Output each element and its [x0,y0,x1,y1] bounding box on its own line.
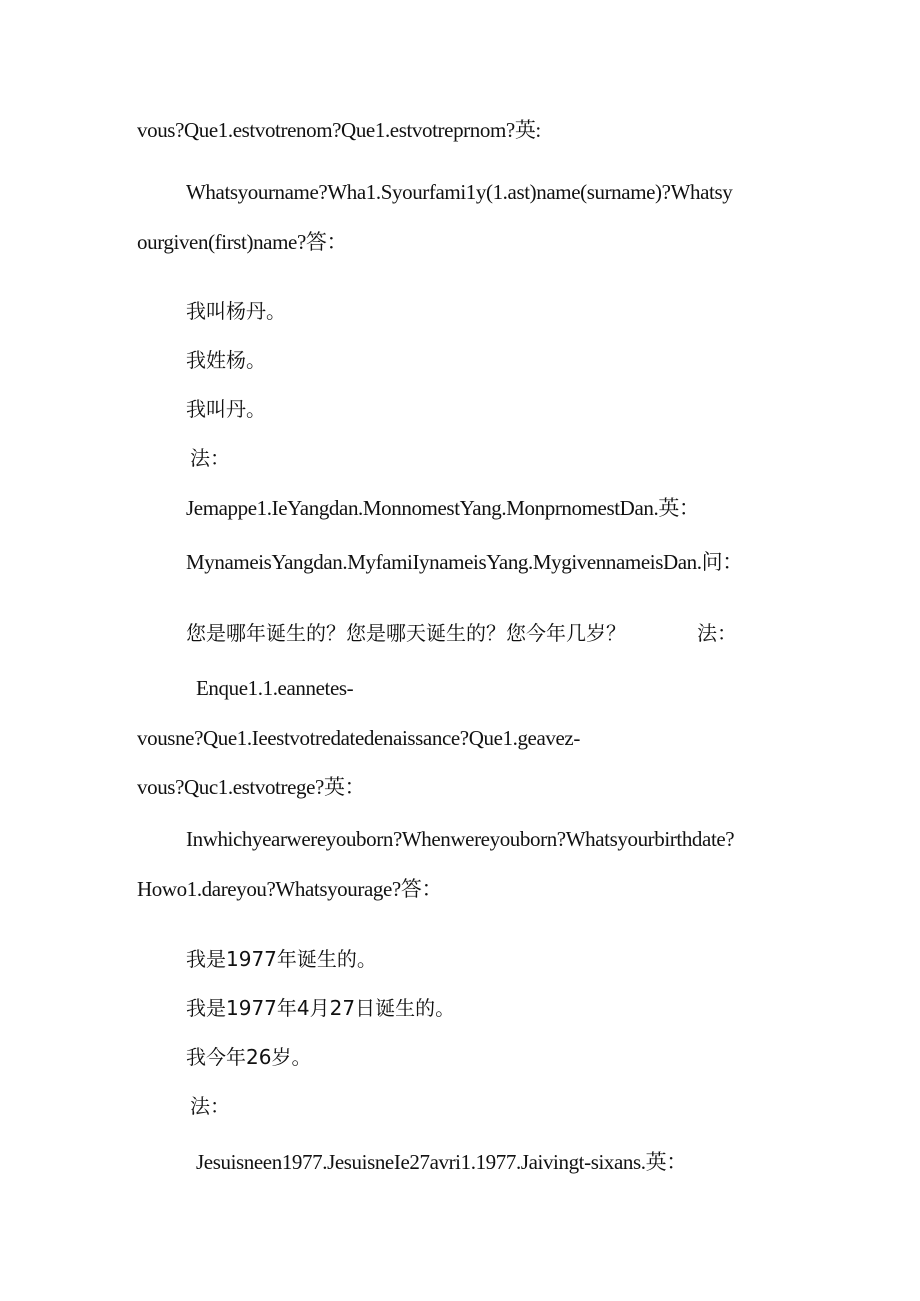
text-line: MynameisYangdan.MyfamiIynameisYang.MygivennameisDan.问： [186,550,743,574]
text-line: Jemappe1.IeYangdan.MonnomestYang.MonprnomestDan.英： [186,496,700,520]
question-line: 您是哪年诞生的？您是哪天诞生的？您今年几岁？ [186,621,626,645]
answer-line: 我是1977年诞生的。 [186,947,377,971]
text-line: Enque1.1.eannetes- [196,676,354,700]
section-label: 法： [697,621,737,645]
text-line: Howo1.dareyou?Whatsyourage?答： [137,877,443,901]
text-line: vous?Quc1.estvotrege?英： [137,775,366,799]
answer-line: 我今年26岁。 [186,1045,312,1069]
answer-line: 我姓杨。 [186,348,266,372]
answer-line: 我是1977年4月27日诞生的。 [186,996,456,1020]
text-line: Whatsyourname?Wha1.Syourfami1y(1.ast)name(surname)?Whatsy [186,180,733,204]
text-line: vousne?Que1.Ieestvotredatedenaissance?Que1.geavez- [137,726,580,750]
section-label: 法： [190,1094,230,1118]
text-line: ourgiven(first)name?答： [137,230,348,254]
section-label: 法： [190,446,230,470]
answer-line: 我叫杨丹。 [186,299,286,323]
text-line: vous?Que1.estvotrenom?Que1.estvotreprnom?英: [137,118,541,142]
text-line: Inwhichyearwereyouborn?Whenwereyouborn?Whatsyourbirthdate? [186,827,735,851]
text-line: Jesuisneen1977.JesuisneIe27avri1.1977.Jaivingt-sixans.英： [196,1150,687,1174]
answer-line: 我叫丹。 [186,397,266,421]
